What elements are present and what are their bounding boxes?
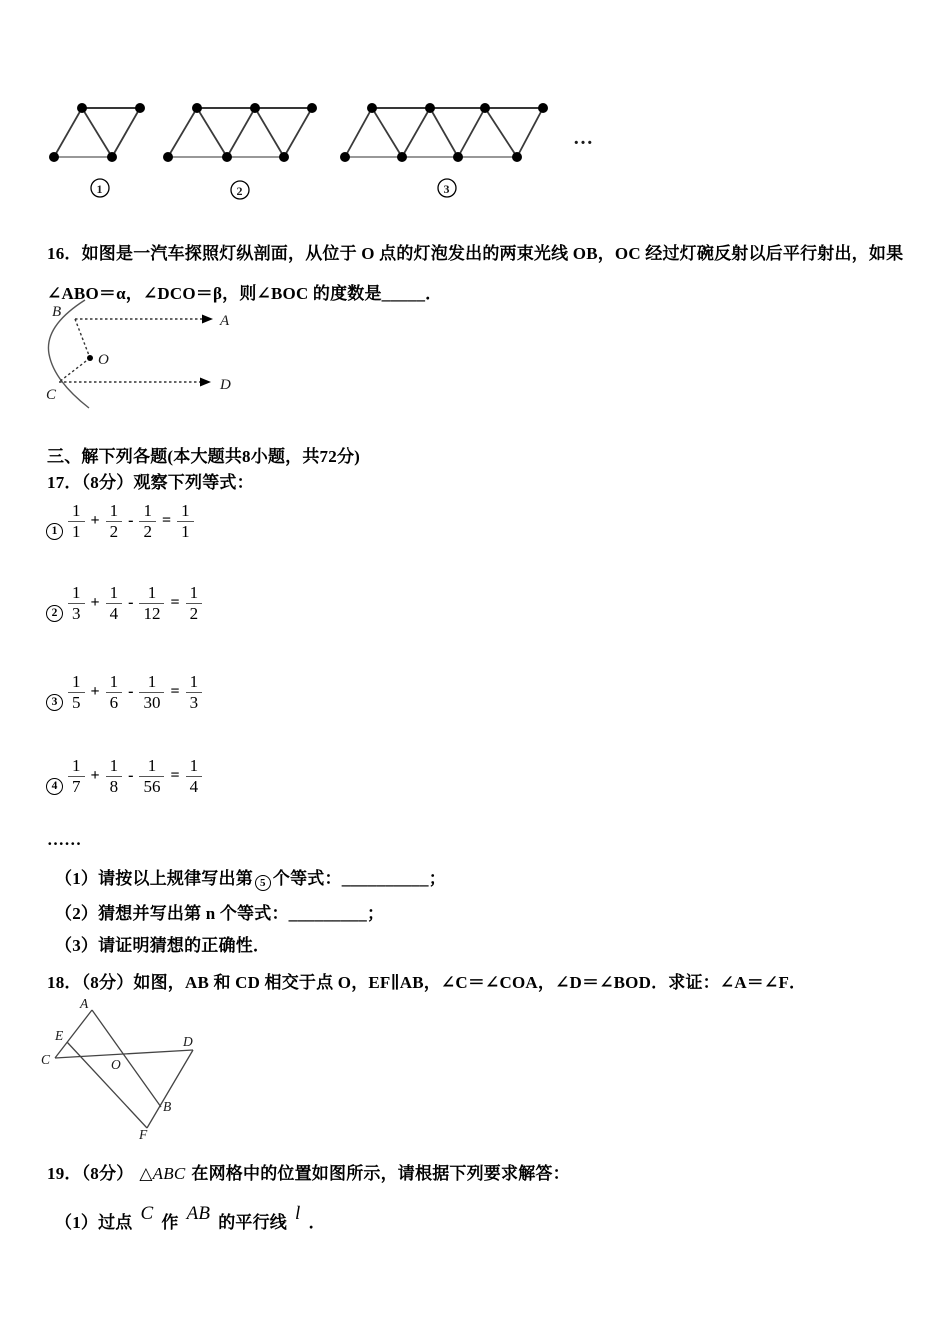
minus-operator: -	[128, 683, 134, 700]
arrowhead-D	[200, 378, 211, 387]
label-O: O	[98, 352, 109, 368]
fraction	[186, 672, 203, 713]
q17-equation-2	[46, 574, 202, 632]
equation-2-circled-label: 2	[46, 605, 63, 622]
q19-sub1-end: ．	[308, 1213, 326, 1232]
equation-1-circled-label: 1	[46, 523, 63, 540]
fraction-denominator: 1	[177, 521, 194, 542]
q19-sub1-mid2: 的平行线	[218, 1213, 288, 1232]
equation-3-circled-label: 3	[46, 694, 63, 711]
fraction-numerator: 1	[181, 500, 190, 520]
fraction-numerator: 1	[147, 671, 157, 691]
pattern-figure-2	[163, 103, 317, 162]
fraction-denominator: 2	[186, 603, 203, 624]
fraction-numerator: 1	[109, 582, 119, 602]
label-C: C	[41, 1052, 51, 1067]
fraction-numerator: 1	[109, 500, 119, 520]
fraction	[139, 501, 156, 542]
q19-triangle-abc: △ABC	[139, 1164, 186, 1183]
q17-ellipsis: ……	[47, 830, 82, 849]
fraction-denominator: 12	[139, 603, 164, 624]
equals-operator: =	[170, 683, 180, 700]
minus-operator: -	[128, 594, 134, 611]
fraction	[68, 756, 85, 797]
q18-figure-lines	[55, 1010, 193, 1128]
equals-operator: =	[161, 512, 172, 529]
fraction	[106, 501, 123, 542]
fraction-denominator: 3	[68, 603, 85, 624]
q19-stem-suffix: 在网格中的位置如图所示，请根据下列要求解答：	[191, 1164, 570, 1183]
label-B: B	[52, 304, 62, 320]
equals-operator: =	[170, 594, 180, 611]
fraction-denominator: 56	[139, 776, 164, 797]
fraction-denominator: 4	[106, 603, 123, 624]
fraction-denominator: 30	[139, 692, 164, 713]
q16-figure	[35, 296, 250, 416]
pattern-ellipsis: …	[573, 127, 593, 149]
fraction-numerator: 1	[72, 500, 81, 520]
pattern-label-1-text: 1	[96, 182, 103, 196]
light-rays	[59, 319, 202, 382]
fraction-numerator: 1	[147, 582, 157, 602]
pattern-figure-1	[49, 103, 145, 162]
q19-sub1-mid1: 作	[161, 1213, 179, 1232]
q17-equation-1	[46, 492, 194, 550]
pattern-figures	[30, 88, 650, 208]
fraction-numerator: 1	[109, 671, 119, 691]
fraction	[68, 583, 85, 624]
q17-sub1	[55, 864, 446, 891]
fraction-denominator: 6	[106, 692, 123, 713]
plus-operator: +	[90, 767, 100, 784]
fraction-denominator: 1	[68, 521, 85, 542]
fraction	[106, 672, 123, 713]
label-C: C	[46, 387, 57, 403]
fraction	[139, 672, 164, 713]
equation-4-circled-label: 4	[46, 778, 63, 795]
pattern-figure-3	[340, 103, 548, 162]
label-O: O	[111, 1057, 121, 1072]
fraction-denominator: 3	[186, 692, 203, 713]
label-E: E	[55, 1028, 64, 1043]
q19-stem-prefix: 19．（8分）	[47, 1164, 134, 1183]
minus-operator: -	[128, 512, 134, 529]
q19-line-l: l	[295, 1203, 301, 1224]
fraction-denominator: 4	[186, 776, 203, 797]
point-O-dot	[87, 355, 93, 361]
label-B: B	[163, 1099, 172, 1114]
fraction-numerator: 1	[189, 755, 199, 775]
fraction-numerator: 1	[189, 582, 199, 602]
q16-stem-line1: 16．如图是一汽车探照灯纵剖面，从位于 O 点的灯泡发出的两束光线 OB，OC 经过灯碗反射以后平行射出，如果	[47, 244, 904, 263]
q17-sub1-prefix: （1）请按以上规律写出第	[55, 869, 253, 888]
plus-operator: +	[90, 683, 100, 700]
q17-sub2: （2）猜想并写出第 n 个等式：_________；	[55, 904, 385, 923]
minus-operator: -	[128, 767, 134, 784]
fraction-numerator: 1	[189, 671, 199, 691]
fraction-denominator: 2	[106, 521, 123, 542]
fraction-denominator: 2	[139, 521, 156, 542]
q19-point-c: C	[140, 1203, 154, 1224]
q17-equation-4	[46, 747, 202, 805]
q17-sub3: （3）请证明猜想的正确性．	[55, 936, 271, 955]
fraction	[106, 756, 123, 797]
pattern-label-2	[231, 181, 249, 199]
fraction-numerator: 1	[72, 671, 81, 691]
fraction	[186, 583, 203, 624]
fraction-denominator: 7	[68, 776, 85, 797]
pattern-label-3-text: 3	[443, 182, 450, 196]
fraction-numerator: 1	[143, 500, 152, 520]
q19-stem	[47, 1159, 570, 1184]
plus-operator: +	[90, 594, 100, 611]
pattern-label-2-text: 2	[236, 184, 243, 198]
q18-stem: 18．（8分）如图，AB 和 CD 相交于点 O，EF∥AB，∠C＝∠COA，∠D＝∠BOD．求证：∠A＝∠F．	[47, 973, 807, 992]
label-D: D	[220, 377, 231, 393]
fraction-numerator: 1	[109, 755, 119, 775]
q19-segment-ab: AB	[186, 1203, 211, 1224]
fraction	[139, 583, 164, 624]
fraction	[139, 756, 164, 797]
label-D: D	[183, 1034, 193, 1049]
label-F: F	[139, 1127, 148, 1142]
plus-operator: +	[90, 512, 100, 529]
q19-sub1-prefix: （1）过点	[55, 1213, 133, 1232]
q17-equation-3	[46, 663, 202, 721]
fraction	[186, 756, 203, 797]
fraction-numerator: 1	[72, 582, 81, 602]
pattern-label-1	[91, 179, 109, 197]
equals-operator: =	[170, 767, 180, 784]
arrowhead-A	[202, 315, 213, 324]
circled-5: 5	[255, 875, 271, 891]
fraction	[177, 501, 194, 542]
fraction	[106, 583, 123, 624]
q19-sub1	[55, 1203, 326, 1234]
q17-sub1-suffix: 个等式：__________；	[272, 869, 446, 888]
section3-heading: 三、解下列各题(本大题共8小题，共72分)	[47, 447, 361, 466]
fraction	[68, 501, 85, 542]
fraction-numerator: 1	[72, 755, 81, 775]
q16-stem-line2: ∠ABO＝α，∠DCO＝β，则∠BOC 的度数是_____．	[47, 284, 443, 303]
pattern-label-3	[438, 179, 456, 197]
fraction-denominator: 5	[68, 692, 85, 713]
q17-stem: 17．（8分）观察下列等式：	[47, 473, 254, 492]
fraction	[68, 672, 85, 713]
fraction-denominator: 8	[106, 776, 123, 797]
fraction-numerator: 1	[147, 755, 157, 775]
q18-figure	[35, 998, 240, 1146]
label-A: A	[80, 998, 89, 1011]
label-A: A	[220, 313, 230, 329]
